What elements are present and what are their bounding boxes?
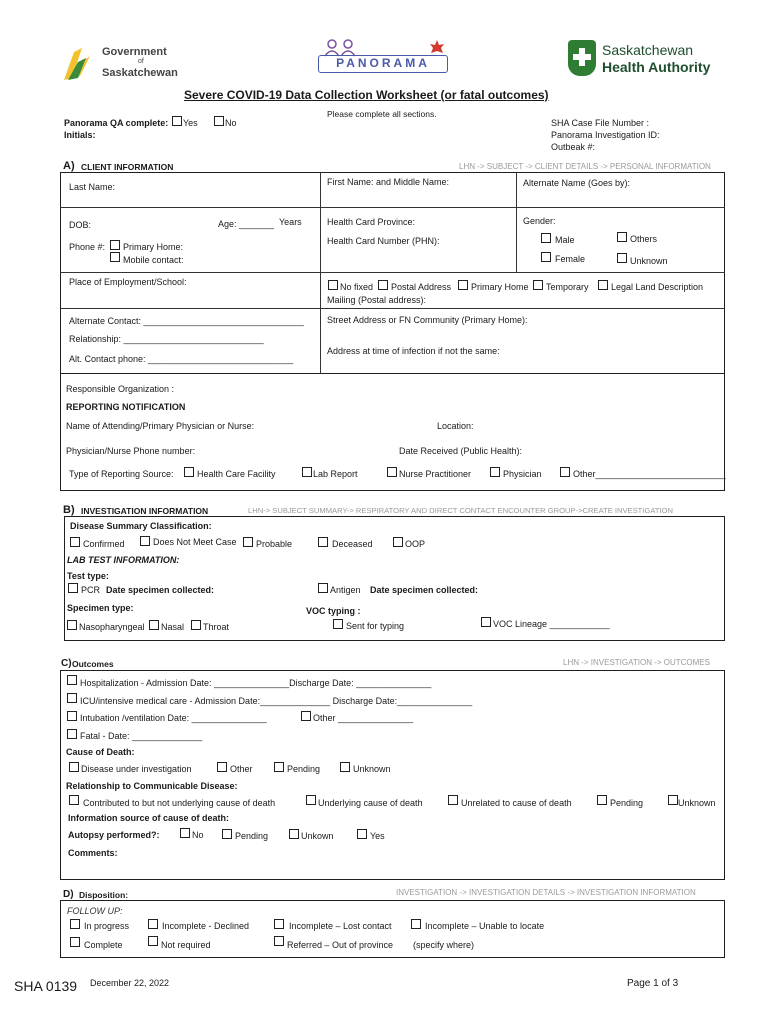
autopsy-no-checkbox[interactable] [180, 828, 190, 838]
section-d-title: Disposition: [79, 890, 129, 900]
autopsy-unknown-label: Unkown [301, 831, 334, 841]
employment-label: Place of Employment/School: [69, 277, 187, 287]
voc-lineage-label: VOC Lineage ____________ [493, 619, 610, 629]
address-infection-label: Address at time of infection if not the same: [327, 346, 500, 356]
gender-female-label: Female [555, 254, 586, 264]
gender-male-checkbox[interactable] [541, 233, 551, 243]
section-d-path: INVESTIGATION -> INVESTIGATION DETAILS -> INVESTIGATION INFORMATION [396, 888, 696, 897]
relationship-pending-label: Pending [610, 798, 644, 808]
autopsy-label: Autopsy performed?: [68, 830, 160, 840]
panorama-wordmark: PANORAMA [318, 55, 448, 73]
case-file-label: SHA Case File Number : [551, 118, 650, 128]
fatal-checkbox[interactable] [67, 729, 77, 739]
years-label: Years [279, 217, 302, 227]
maple-leaf-icon [430, 40, 444, 54]
alternate-name-label: Alternate Name (Goes by): [523, 178, 631, 188]
autopsy-unknown-checkbox[interactable] [289, 829, 299, 839]
no-fixed-checkbox[interactable] [328, 280, 338, 290]
intubation-label: Intubation /ventilation Date: _______________ [80, 713, 267, 723]
deceased-label: Deceased [332, 539, 373, 549]
not-required-label: Not required [161, 940, 211, 950]
sha-logo-line2: Health Authority [602, 59, 711, 75]
dob-label: DOB: [69, 220, 92, 230]
date-received-label: Date Received (Public Health): [399, 446, 523, 456]
gender-others-label: Others [630, 234, 658, 244]
np-label: Nurse Practitioner [399, 469, 472, 479]
health-cross-icon [568, 40, 596, 76]
physician-checkbox[interactable] [490, 467, 500, 477]
probable-label: Probable [256, 539, 293, 549]
other-source-label: Other__________________________ [573, 469, 726, 479]
incomplete-lost-checkbox[interactable] [274, 919, 284, 929]
reporting-title: REPORTING NOTIFICATION [66, 402, 186, 412]
other-outcome-label: Other _______________ [313, 713, 414, 723]
np-checkbox[interactable] [387, 467, 397, 477]
under-investigation-label: Disease under investigation [81, 764, 192, 774]
section-b-title: INVESTIGATION INFORMATION [81, 506, 209, 516]
gender-unknown-label: Unknown [630, 256, 668, 266]
section-c-title: Outcomes [72, 659, 114, 669]
other-outcome-checkbox[interactable] [301, 711, 311, 721]
hospitalization-checkbox[interactable] [67, 675, 77, 685]
cause-pending-checkbox[interactable] [274, 762, 284, 772]
in-progress-label: In progress [84, 921, 130, 931]
section-a-letter: A) [63, 160, 75, 172]
location-label: Location: [437, 421, 474, 431]
primary-home-address-checkbox[interactable] [458, 280, 468, 290]
alt-phone-label: Alt. Contact phone: _____________________________ [69, 354, 294, 364]
incomplete-unable-label: Incomplete – Unable to locate [425, 921, 545, 931]
follow-up-label: FOLLOW UP: [67, 906, 123, 916]
gender-male-label: Male [555, 235, 575, 245]
sent-typing-checkbox[interactable] [333, 619, 343, 629]
specify-label: (specify where) [413, 940, 475, 950]
initials-label: Initials: [64, 130, 96, 140]
investigation-id-label: Panorama Investigation ID: [551, 130, 660, 140]
voc-typing-label: VOC typing : [306, 606, 361, 616]
age-label: Age: _______ [218, 219, 275, 229]
unrelated-label: Unrelated to cause of death [461, 798, 572, 808]
relationship-label: Relationship: ____________________________ [69, 334, 264, 344]
nasopharyngeal-label: Nasopharyngeal [79, 622, 145, 632]
voc-lineage-checkbox[interactable] [481, 617, 491, 627]
lab-report-checkbox[interactable] [302, 467, 312, 477]
postal-address-label: Postal Address [391, 282, 452, 292]
confirmed-checkbox[interactable] [70, 537, 80, 547]
autopsy-yes-label: Yes [370, 831, 385, 841]
nasal-label: Nasal [161, 622, 185, 632]
responsible-org-label: Responsible Organization : [66, 384, 175, 394]
outbreak-label: Outbeak #: [551, 142, 596, 152]
incomplete-lost-label: Incomplete – Lost contact [289, 921, 392, 931]
deceased-checkbox[interactable] [318, 537, 328, 547]
form-date: December 22, 2022 [90, 978, 170, 988]
alt-contact-label: Alternate Contact: ________________________________ [69, 316, 304, 326]
antigen-checkbox[interactable] [318, 583, 328, 593]
complete-checkbox[interactable] [70, 937, 80, 947]
oop-label: OOP [405, 539, 426, 549]
relationship-unknown-checkbox[interactable] [668, 795, 678, 805]
autopsy-pending-label: Pending [235, 831, 269, 841]
icu-label: ICU/intensive medical care - Admission Date:______________ Discharge Date:_______________ [80, 696, 473, 706]
incomplete-declined-label: Incomplete - Declined [162, 921, 250, 931]
cause-death-label: Cause of Death: [66, 747, 135, 757]
section-b-letter: B) [63, 504, 75, 516]
sha-logo-line1: Saskatchewan [602, 42, 694, 58]
complete-label: Complete [84, 940, 123, 950]
antigen-date-label: Date specimen collected: [370, 585, 479, 595]
first-name-label: First Name: and Middle Name: [327, 177, 450, 187]
relationship-unknown-label: Unknown [678, 798, 716, 808]
wheat-icon [60, 46, 96, 82]
section-a-title: CLIENT INFORMATION [81, 162, 174, 172]
street-address-label: Street Address or FN Community (Primary Home): [327, 315, 528, 325]
no-fixed-label: No fixed [340, 282, 374, 292]
primary-home-phone-checkbox[interactable] [110, 240, 120, 250]
oop-checkbox[interactable] [393, 537, 403, 547]
gov-sk-logo [60, 44, 200, 84]
info-source-label: Information source of cause of death: [68, 813, 230, 823]
throat-label: Throat [203, 622, 230, 632]
cause-unknown-label: Unknown [353, 764, 391, 774]
section-c-letter: C) [61, 658, 72, 669]
phn-label: Health Card Number (PHN): [327, 236, 440, 246]
antigen-label: Antigen [330, 585, 361, 595]
cause-other-checkbox[interactable] [217, 762, 227, 772]
relationship-cd-label: Relationship to Communicable Disease: [66, 781, 238, 791]
physician-label: Physician [503, 469, 542, 479]
cause-other-label: Other [230, 764, 253, 774]
autopsy-pending-checkbox[interactable] [222, 829, 232, 839]
qa-yes-checkbox[interactable] [172, 116, 182, 126]
relationship-pending-checkbox[interactable] [597, 795, 607, 805]
fatal-label: Fatal - Date: ______________ [80, 731, 203, 741]
incomplete-unable-checkbox[interactable] [411, 919, 421, 929]
postal-address-checkbox[interactable] [378, 280, 388, 290]
cause-pending-label: Pending [287, 764, 321, 774]
qa-complete-label: Panorama QA complete: [64, 118, 169, 128]
pcr-date-label: Date specimen collected: [106, 585, 215, 595]
sent-typing-label: Sent for typing [346, 621, 405, 631]
mailing-label: Mailing (Postal address): [327, 295, 427, 305]
page-number: Page 1 of 3 [627, 978, 679, 989]
referred-checkbox[interactable] [274, 936, 284, 946]
not-meet-label: Does Not Meet Case [153, 537, 237, 547]
lab-info-label: LAB TEST INFORMATION: [67, 555, 180, 565]
lab-report-label: Lab Report [313, 469, 358, 479]
icu-checkbox[interactable] [67, 693, 77, 703]
panorama-logo [318, 38, 448, 76]
throat-checkbox[interactable] [191, 620, 201, 630]
page-title: Severe COVID-19 Data Collection Worksheet (or fatal outcomes) [184, 88, 549, 102]
phys-phone-label: Physician/Nurse Phone number: [66, 446, 196, 456]
intubation-checkbox[interactable] [67, 711, 77, 721]
gov-logo-line1: Government [102, 46, 167, 58]
contributed-label: Contributed to but not underlying cause of death [83, 798, 276, 808]
temporary-checkbox[interactable] [533, 280, 543, 290]
gov-logo-line3: Saskatchewan [102, 67, 178, 79]
attending-label: Name of Attending/Primary Physician or Nurse: [66, 421, 255, 431]
nasal-checkbox[interactable] [149, 620, 159, 630]
nasopharyngeal-checkbox[interactable] [67, 620, 77, 630]
comments-label: Comments: [68, 848, 118, 858]
confirmed-label: Confirmed [83, 539, 125, 549]
section-a-path: LHN -> SUBJECT -> CLIENT DETAILS -> PERSONAL INFORMATION [459, 162, 711, 171]
hc-province-label: Health Card Province: [327, 217, 416, 227]
contributed-checkbox[interactable] [69, 795, 79, 805]
gender-unknown-checkbox[interactable] [617, 253, 627, 263]
cause-unknown-checkbox[interactable] [340, 762, 350, 772]
section-d-letter: D) [63, 889, 74, 900]
specimen-type-label: Specimen type: [67, 603, 134, 613]
primary-home-address-label: Primary Home [471, 282, 529, 292]
form-id: SHA 0139 [14, 978, 78, 994]
in-progress-checkbox[interactable] [70, 919, 80, 929]
hospitalization-label: Hospitalization - Admission Date: _______________Discharge Date: _______________ [80, 678, 432, 688]
underlying-label: Underlying cause of death [318, 798, 423, 808]
under-investigation-checkbox[interactable] [69, 762, 79, 772]
other-source-checkbox[interactable] [560, 467, 570, 477]
qa-no-label: No [225, 118, 237, 128]
phone-label: Phone #: [69, 242, 106, 252]
sha-logo [568, 40, 733, 82]
unrelated-checkbox[interactable] [448, 795, 458, 805]
underlying-checkbox[interactable] [306, 795, 316, 805]
qa-yes-label: Yes [183, 118, 198, 128]
probable-checkbox[interactable] [243, 537, 253, 547]
not-meet-checkbox[interactable] [140, 536, 150, 546]
mobile-contact-checkbox[interactable] [110, 252, 120, 262]
primary-home-phone-label: Primary Home: [123, 242, 184, 252]
autopsy-yes-checkbox[interactable] [357, 829, 367, 839]
qa-no-checkbox[interactable] [214, 116, 224, 126]
hcf-label: Health Care Facility [197, 469, 276, 479]
last-name-label: Last Name: [69, 182, 116, 192]
temporary-label: Temporary [546, 282, 589, 292]
mobile-contact-label: Mobile contact: [123, 255, 184, 265]
gender-label: Gender: [523, 216, 556, 226]
pcr-label: PCR [81, 585, 101, 595]
not-required-checkbox[interactable] [148, 936, 158, 946]
gender-female-checkbox[interactable] [541, 252, 551, 262]
gender-others-checkbox[interactable] [617, 232, 627, 242]
referred-label: Referred – Out of province [287, 940, 394, 950]
hcf-checkbox[interactable] [184, 467, 194, 477]
autopsy-no-label: No [192, 830, 204, 840]
instructions: Please complete all sections. [327, 109, 437, 119]
incomplete-declined-checkbox[interactable] [148, 919, 158, 929]
pcr-checkbox[interactable] [68, 583, 78, 593]
gov-logo-line2: of [138, 58, 144, 65]
dsc-label: Disease Summary Classification: [70, 521, 212, 531]
source-label: Type of Reporting Source: [69, 469, 174, 479]
test-type-label: Test type: [67, 571, 109, 581]
section-c-path: LHN -> INVESTIGATION -> OUTCOMES [563, 658, 710, 667]
legal-land-checkbox[interactable] [598, 280, 608, 290]
legal-land-label: Legal Land Description [611, 282, 704, 292]
section-b-path: LHN-> SUBJECT SUMMARY-> RESPIRATORY AND DIRECT CONTACT ENCOUNTER GROUP->CREATE INVESTIGATION [248, 506, 673, 515]
